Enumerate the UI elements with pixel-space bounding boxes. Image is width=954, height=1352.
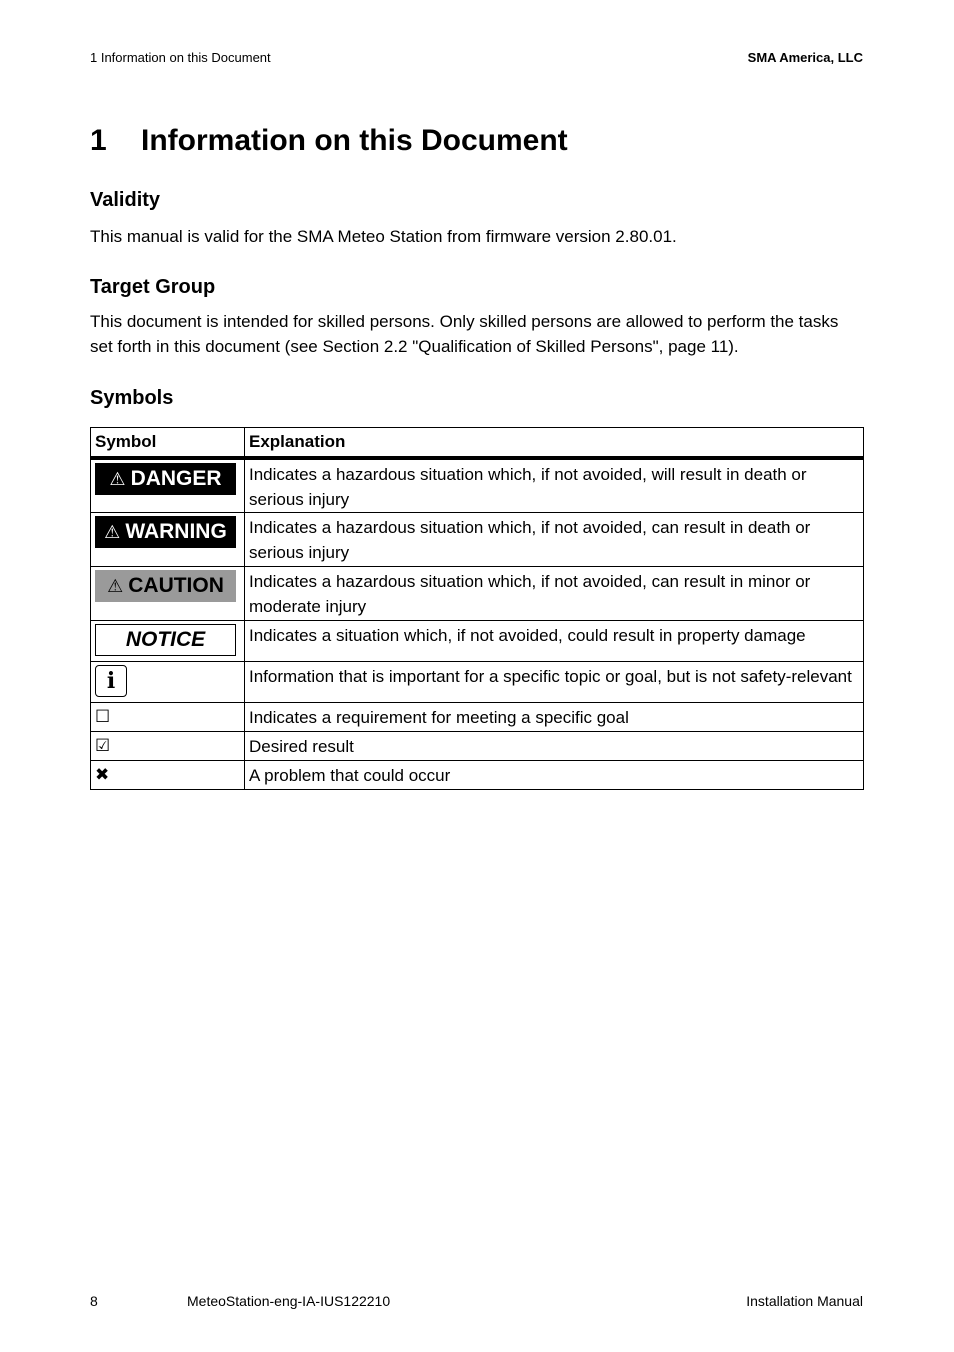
warning-triangle-icon: ⚠	[104, 521, 121, 542]
table-row	[91, 761, 864, 790]
explanation-cell: Desired result	[245, 732, 864, 761]
danger-signal-word: ⚠ DANGER	[95, 463, 236, 495]
header-symbol: Symbol	[91, 428, 245, 459]
table-header-row	[91, 428, 864, 459]
table-row	[91, 513, 864, 567]
warning-triangle-icon: ⚠	[109, 468, 126, 489]
explanation-cell: Indicates a hazardous situation which, if not avoided, will result in death or serious injury	[245, 458, 864, 513]
checked-checkbox-icon: ☑	[91, 732, 245, 761]
notice-signal-word: NOTICE	[95, 624, 236, 656]
page-number: 8	[90, 1293, 98, 1309]
chapter-number: 1	[90, 124, 107, 157]
validity-text: This manual is valid for the SMA Meteo Station from firmware version 2.80.01.	[90, 227, 677, 246]
target-group-text: This document is intended for skilled persons. Only skilled persons are allowed to perform the tasks set forth in this document (see Section 2.2 "Qualification of Skilled Persons", page 11).	[90, 312, 839, 356]
running-header-left: 1 Information on this Document	[90, 50, 271, 65]
caution-signal-word: ⚠ CAUTION	[95, 570, 236, 602]
table-row	[91, 703, 864, 732]
chapter-title: Information on this Document	[141, 124, 568, 157]
table-row	[91, 567, 864, 621]
table-row	[91, 662, 864, 703]
target-group-heading: Target Group	[90, 276, 216, 298]
explanation-cell: Information that is important for a specific topic or goal, but is not safety-relevant	[245, 662, 864, 703]
header-explanation: Explanation	[245, 428, 864, 459]
running-header-right: SMA America, LLC	[747, 50, 863, 65]
empty-checkbox-icon: ☐	[91, 703, 245, 732]
warning-signal-word: ⚠ WARNING	[95, 516, 236, 548]
symbols-heading: Symbols	[90, 387, 174, 409]
explanation-cell: Indicates a requirement for meeting a specific goal	[245, 703, 864, 732]
symbols-table	[90, 427, 864, 790]
explanation-cell: Indicates a situation which, if not avoided, could result in property damage	[245, 621, 864, 662]
explanation-cell: Indicates a hazardous situation which, if not avoided, can result in minor or moderate injury	[245, 567, 864, 621]
symbol-cell	[91, 567, 245, 621]
information-icon: i	[95, 665, 127, 697]
explanation-cell: Indicates a hazardous situation which, if not avoided, can result in death or serious injury	[245, 513, 864, 567]
symbol-cell	[91, 513, 245, 567]
warning-triangle-icon: ⚠	[107, 575, 124, 596]
table-row	[91, 732, 864, 761]
explanation-cell: A problem that could occur	[245, 761, 864, 790]
symbol-cell	[91, 662, 245, 703]
document-type: Installation Manual	[746, 1293, 863, 1309]
cross-icon: ✖	[91, 761, 245, 790]
validity-heading: Validity	[90, 189, 161, 211]
table-row	[91, 458, 864, 513]
table-row	[91, 621, 864, 662]
symbol-cell	[91, 458, 245, 513]
document-id: MeteoStation-eng-IA-IUS122210	[187, 1293, 391, 1309]
chapter-heading	[90, 124, 568, 158]
symbol-cell	[91, 621, 245, 662]
